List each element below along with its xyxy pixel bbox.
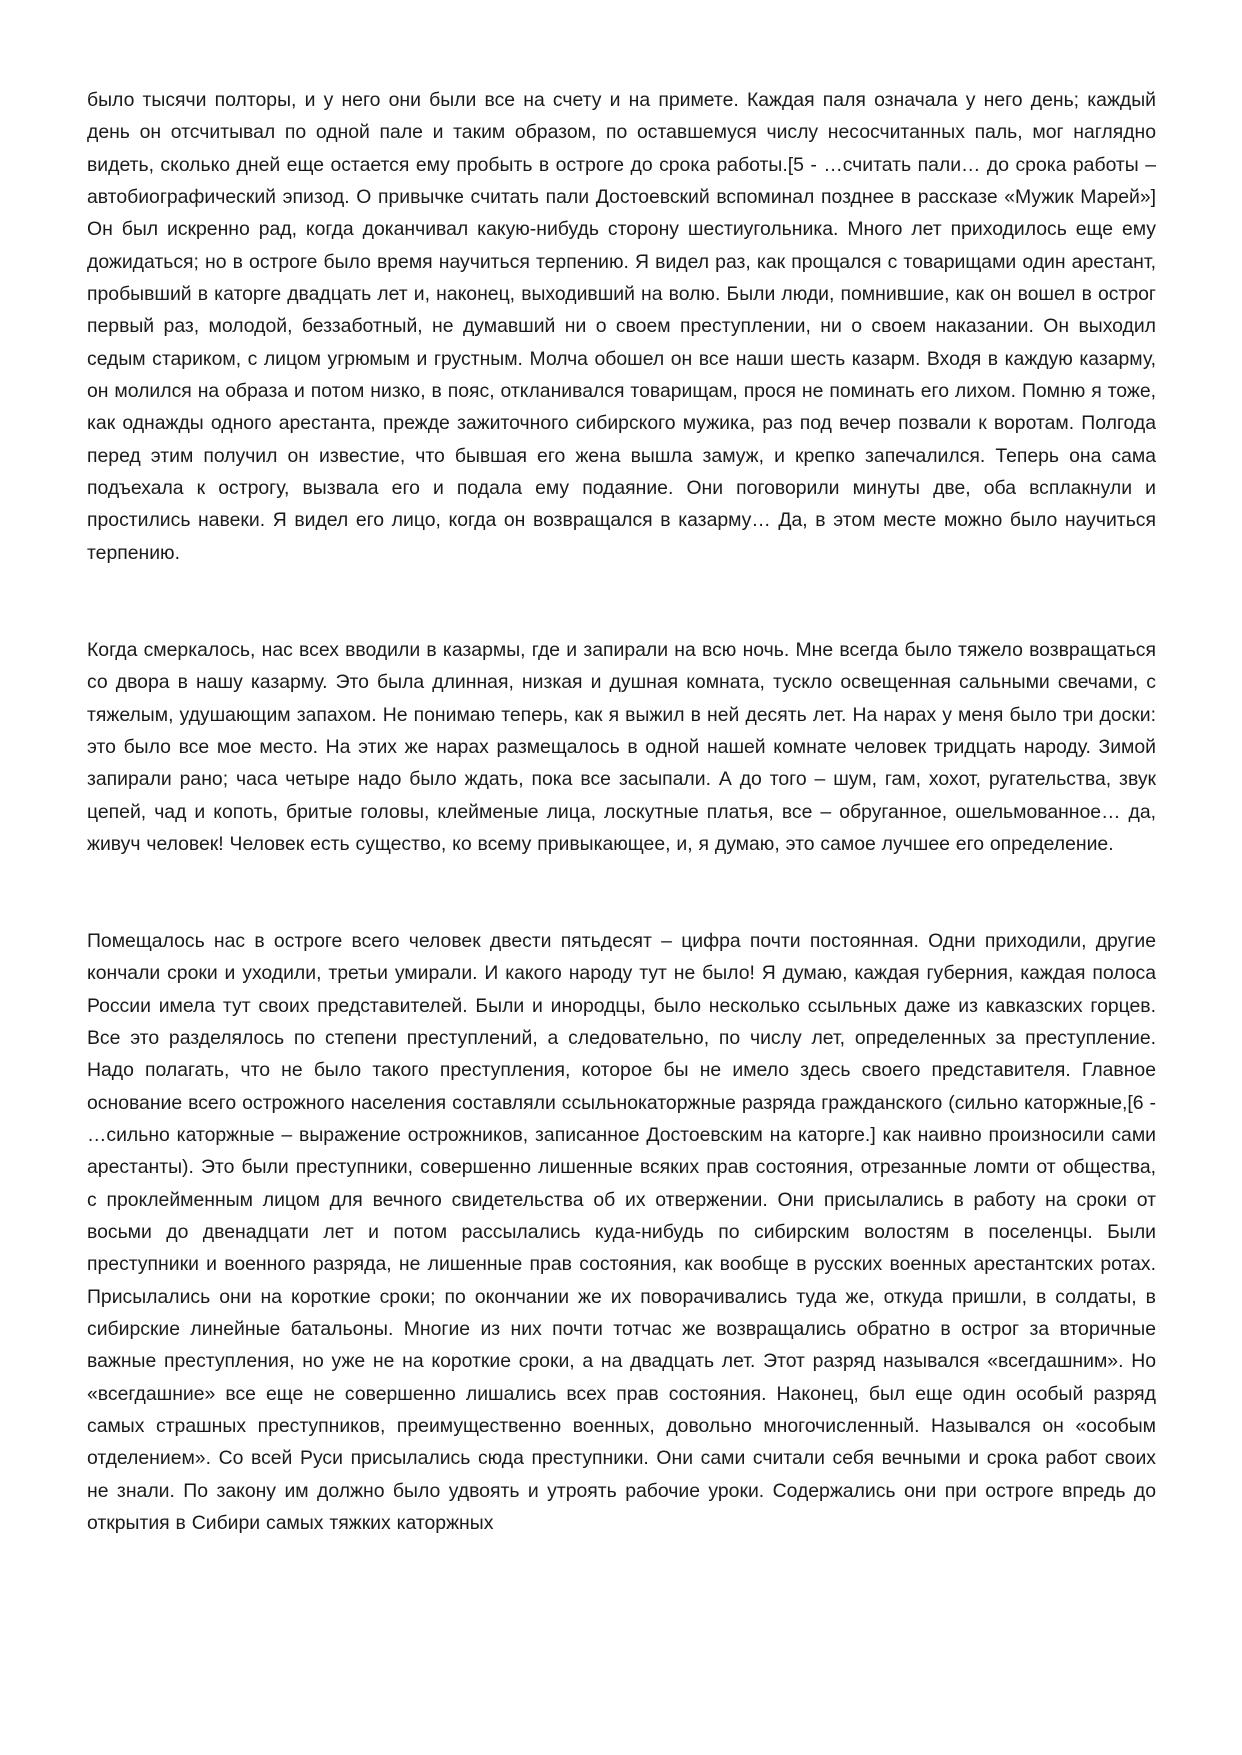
paragraph-2: Когда смеркалось, нас всех вводили в казармы, где и запирали на всю ночь. Мне всегда было тяжело возвращаться со двора в нашу казарму. Это была длинная, низкая и душная комната, тускло освещенная сальными свечами, с тяжелым, удушающим запахом. Не понимаю теперь, как я выжил в ней десять лет. На нарах у меня было три доски: это было все мое место. На этих же нарах размещалось в одной нашей комнате человек тридцать народу. Зимой запирали рано; часа четыре надо было ждать, пока все засыпали. А до того – шум, гам, хохот, ругательства, звук цепей, чад и копоть, бритые головы, клейменые лица, лоскутные платья, все – обруганное, ошельмованное… да, живуч человек! Человек есть существо, ко всему привыкающее, и, я думаю, это самое лучшее его определение. (87, 638, 1156, 855)
text-body (87, 84, 1156, 1539)
paragraph-3: Помещалось нас в остроге всего человек двести пятьдесят – цифра почти постоянная. Одни приходили, другие кончали сроки и уходили, третьи умирали. И какого народу тут не было! Я думаю, каждая губерния, каждая полоса России имела тут своих представителей. Были и инородцы, было несколько ссыльных даже из кавказских горцев. Все это разделялось по степени преступлений, а следовательно, по числу лет, определенных за преступление. Надо полагать, что не было такого преступления, которое бы не имело здесь своего представителя. Главное основание всего острожного населения составляли ссыльнокаторжные разряда гражданского (сильно каторжные,[6 - …сильно каторжные – выражение острожников, записанное Достоевским на каторге.] как наивно произносили сами арестанты). Это были преступники, совершенно лишенные всяких прав состояния, отрезанные ломти от общества, с проклейменным лицом для вечного свидетельства об их отвержении. Они присылались в работу на сроки от восьми до двенадцати лет и потом рассылались куда-нибудь по сибирским волостям в поселенцы. Были преступники и военного разряда, не лишенные прав состояния, как вообще в русских военных арестантских ротах. Присылались они на короткие сроки; по окончании же их поворачивались туда же, откуда пришли, в солдаты, в сибирские линейные батальоны. Многие из них почти тотчас же возвращались обратно в острог за вторичные важные преступления, но уже не на короткие сроки, а на двадцать лет. Этот разряд назывался «всегдашним». Но «всегдашние» все еще не совершенно лишались всех прав состояния. Наконец, был еще один особый разряд самых страшных преступников, преимущественно военных, довольно многочисленный. Назывался он «особым отделением». Со всей Руси присылались сюда преступники. Они сами считали себя вечными и срока работ своих не знали. По закону им должно было удвоять и утроять рабочие уроки. Содержались они при остроге впредь до открытия в Сибири самых тяжких каторжных (87, 929, 1156, 1535)
paragraph-1: было тысячи полторы, и у него они были все на счету и на примете. Каждая паля означала у него день; каждый день он отсчитывал по одной пале и таким образом, по оставшемуся числу несосчитанных паль, мог наглядно видеть, сколько дней еще остается ему пробыть в остроге до срока работы.[5 - …считать пали… до срока работы – автобиографический эпизод. О привычке считать пали Достоевский вспоминал позднее в рассказе «Мужик Марей»] Он был искренно рад, когда доканчивал какую-нибудь сторону шестиугольника. Много лет приходилось еще ему дожидаться; но в остроге было время научиться терпению. Я видел раз, как прощался с товарищами один арестант, пробывший в каторге двадцать лет и, наконец, выходивший на волю. Были люди, помнившие, как он вошел в острог первый раз, молодой, беззаботный, не думавший ни о своем преступлении, ни о своем наказании. Он выходил седым стариком, с лицом угрюмым и грустным. Молча обошел он все наши шесть казарм. Входя в каждую казарму, он молился на образа и потом низко, в пояс, откланивался товарищам, прося не поминать его лихом. Помню я тоже, как однажды одного арестанта, прежде зажиточного сибирского мужика, раз под вечер позвали к воротам. Полгода перед этим получил он известие, что бывшая его жена вышла замуж, и крепко запечалился. Теперь она сама подъехала к острогу, вызвала его и подала ему подаяние. Они поговорили минуты две, оба всплакнули и простились навеки. Я видел его лицо, когда он возвращался в казарму… Да, в этом месте можно было научиться терпению. (87, 89, 1156, 564)
